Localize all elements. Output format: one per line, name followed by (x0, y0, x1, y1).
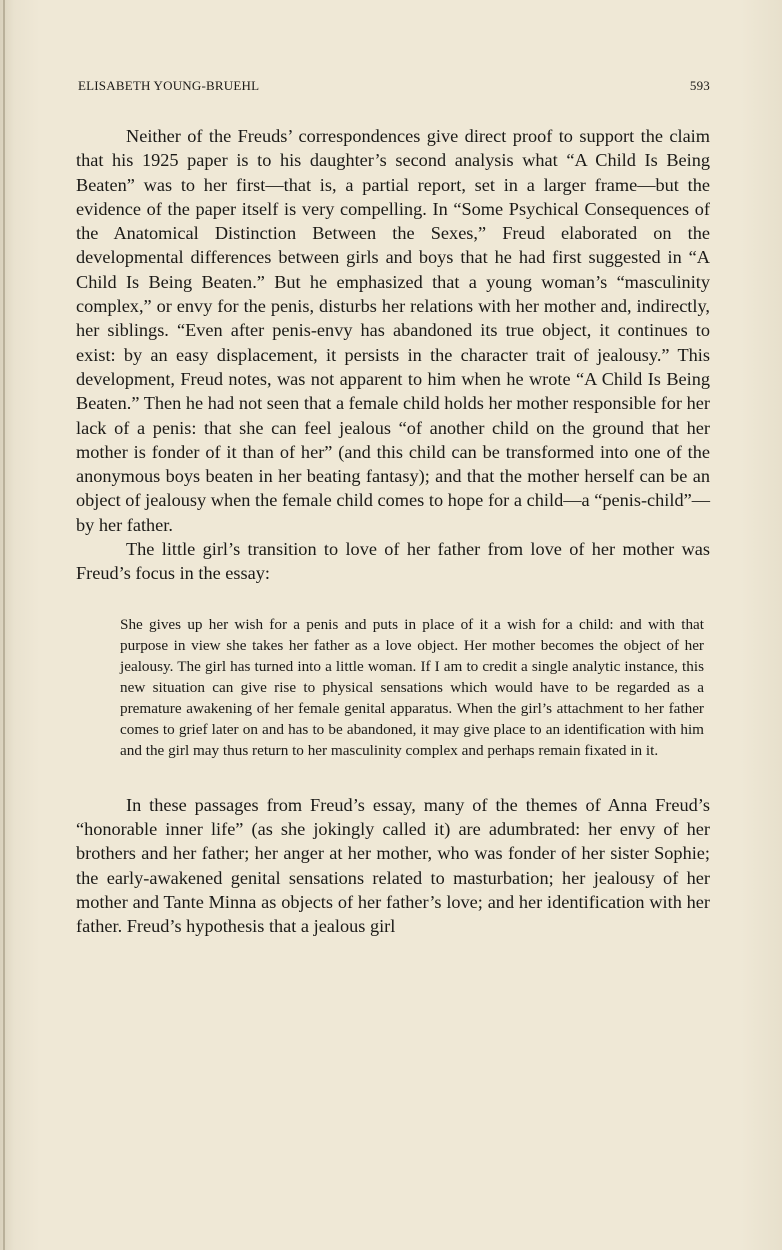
page-number: 593 (689, 78, 710, 93)
block-quotation: She gives up her wish for a penis and puts in place of it a wish for a child: and with that purpose in view she takes her father as a love object. Her mother becomes the object of her jealousy. The girl has turned into a little woman. If I am to credit a single analytic instance, this new situation can give rise to physical sensations which would have to be regarded as a premature awakening of her female genital apparatus. When the girl’s attachment to her father comes to grief later on and has to be abandoned, it may give place to an identification with him and the girl may thus return to her masculinity complex and perhaps remain fixated in it. (120, 615, 704, 759)
running-head-author: ELISABETH YOUNG-BRUEHL (78, 78, 260, 93)
running-head (78, 78, 710, 98)
body-text (76, 124, 710, 938)
page-binding-edge (3, 0, 5, 1250)
paragraph-2: The little girl’s transition to love of her father from love of her mother was Freud’s focus in the essay: (76, 539, 710, 584)
paragraph-3: In these passages from Freud’s essay, many of the themes of Anna Freud’s “honorable inner life” (as she jokingly called it) are adumbrated: her envy of her brothers and her father; her anger at her mother, who was fonder of her sister Sophie; the early-awakened genital sensations related to masturbation; her jealousy of her mother and Tante Minna as objects of her father’s love; and her identification with her father. Freud’s hypothesis that a jealous girl (76, 794, 710, 937)
paragraph-1: Neither of the Freuds’ correspondences give direct proof to support the claim that his 1925 paper is to his daughter’s second analysis what “A Child Is Being Beaten” was to her first—that is, a partial report, set in a larger frame—but the evidence of the paper itself is very compelling. In “Some Psychical Consequences of the Anatomical Distinction Between the Sexes,” Freud elaborated on the developmental differences between girls and boys that he had first suggested in “A Child Is Being Beaten.” But he emphasized that a young woman’s “masculinity complex,” or envy for the penis, disturbs her relations with her mother and, indirectly, her siblings. “Even after penis-envy has abandoned its true object, it continues to exist: by an easy displacement, it persists in the character trait of jealousy.” This development, Freud notes, was not apparent to him when he wrote “A Child Is Being Beaten.” Then he had not seen that a female child holds her mother responsible for her lack of a penis: that she can feel jealous “of another child on the ground that her mother is fonder of it than of her” (and this child can be transformed into one of the anonymous boys beaten in her beating fantasy); and that the mother herself can be an object of jealousy when the female child comes to hope for a child—a “penis-child”—by her father. (76, 126, 710, 535)
